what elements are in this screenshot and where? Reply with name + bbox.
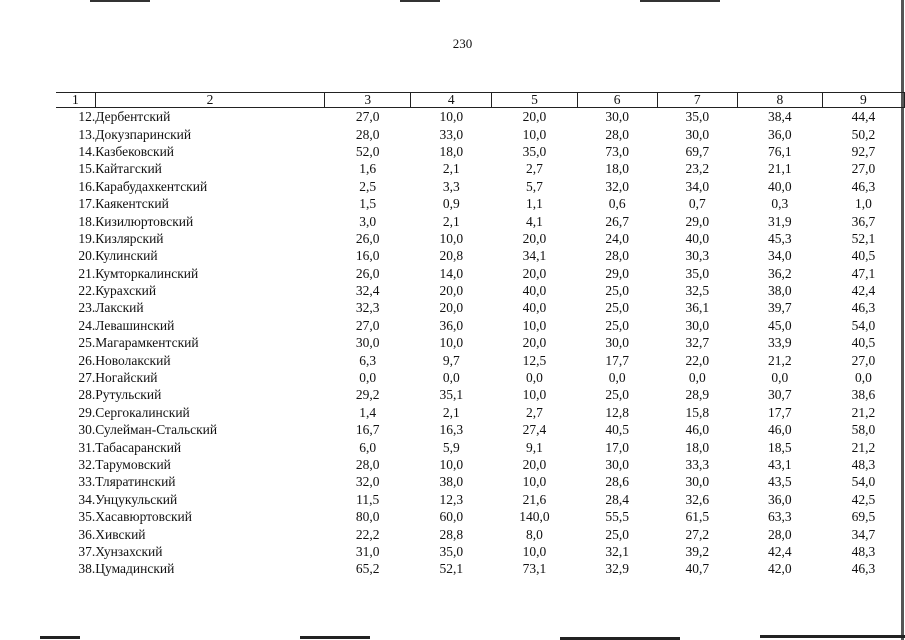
value-cell: 46,0 — [768, 422, 792, 438]
table-row — [56, 543, 905, 560]
value-cell: 2,1 — [442, 161, 460, 177]
value-cell: 55,5 — [605, 509, 629, 525]
value-cell: 32,7 — [685, 335, 710, 351]
value-cell: 33,9 — [768, 335, 792, 351]
row-number: 20. — [78, 248, 96, 264]
row-number: 18. — [78, 213, 96, 229]
row-number: 31. — [78, 439, 96, 455]
district-name: Казбековский — [95, 143, 175, 159]
value-cell: 0,0 — [526, 370, 543, 386]
value-cell: 1,6 — [359, 161, 377, 177]
value-cell: 40,0 — [522, 283, 547, 299]
value-cell: 18,5 — [768, 439, 792, 455]
row-number: 35. — [78, 509, 96, 525]
value-cell: 1,5 — [359, 196, 377, 212]
value-cell: 21,2 — [851, 404, 876, 420]
value-cell: 40,5 — [605, 422, 629, 438]
district-name: Курахский — [95, 283, 157, 299]
value-cell: 32,4 — [355, 283, 380, 299]
value-cell: 34,0 — [768, 248, 792, 264]
column-header: 5 — [492, 93, 577, 108]
value-cell: 35,1 — [439, 387, 464, 403]
table-row — [56, 421, 905, 438]
value-cell: 24,0 — [605, 230, 629, 246]
value-cell: 18,0 — [605, 161, 629, 177]
column-header: 7 — [657, 93, 737, 108]
value-cell: 40,0 — [522, 300, 547, 316]
district-name: Рутульский — [95, 387, 162, 403]
district-name: Кизилюртовский — [95, 213, 194, 229]
table-row — [56, 230, 905, 247]
row-number: 13. — [78, 126, 96, 142]
value-cell: 0,0 — [359, 370, 377, 386]
value-cell: 31,0 — [355, 543, 380, 559]
district-name: Тляратинский — [95, 474, 176, 490]
value-cell: 36,7 — [851, 213, 876, 229]
value-cell: 29,2 — [355, 387, 380, 403]
value-cell: 20,0 — [439, 283, 464, 299]
value-cell: 60,0 — [439, 509, 464, 525]
value-cell: 10,0 — [522, 126, 547, 142]
value-cell: 28,0 — [768, 526, 792, 542]
value-cell: 2,7 — [526, 404, 543, 420]
value-cell: 32,9 — [605, 561, 629, 577]
value-cell: 12,3 — [439, 491, 464, 507]
value-cell: 10,0 — [439, 335, 464, 351]
row-number: 33. — [78, 474, 96, 490]
value-cell: 27,2 — [685, 526, 710, 542]
value-cell: 20,8 — [439, 248, 464, 264]
value-cell: 80,0 — [355, 509, 380, 525]
value-cell: 140,0 — [519, 509, 550, 525]
value-cell: 33,0 — [439, 126, 464, 142]
table-row — [56, 317, 905, 334]
row-number: 17. — [78, 196, 96, 212]
row-number: 29. — [78, 404, 96, 420]
value-cell: 36,2 — [768, 265, 792, 281]
district-name: Кумторкалинский — [95, 265, 199, 281]
value-cell: 9,7 — [442, 352, 460, 368]
value-cell: 65,2 — [355, 561, 380, 577]
district-name: Новолакский — [95, 352, 171, 368]
row-number: 23. — [78, 300, 96, 316]
table-row — [56, 386, 905, 403]
value-cell: 21,1 — [768, 161, 792, 177]
value-cell: 23,2 — [685, 161, 710, 177]
value-cell: 30,0 — [605, 457, 629, 472]
value-cell: 63,3 — [768, 509, 792, 525]
table-row — [56, 299, 905, 316]
district-name: Левашинский — [95, 317, 175, 333]
table-row — [56, 473, 905, 490]
value-cell: 27,0 — [851, 161, 876, 177]
district-name: Хивский — [95, 526, 146, 542]
value-cell: 76,1 — [768, 143, 792, 159]
value-cell: 44,4 — [851, 109, 876, 125]
value-cell: 21,2 — [851, 439, 876, 455]
district-name: Кулинский — [95, 248, 158, 264]
value-cell: 36,0 — [768, 126, 792, 142]
value-cell: 16,7 — [355, 422, 380, 438]
value-cell: 39,2 — [685, 543, 710, 559]
column-header: 9 — [822, 93, 904, 108]
value-cell: 73,0 — [605, 143, 629, 159]
value-cell: 2,1 — [442, 213, 460, 229]
value-cell: 36,0 — [768, 491, 792, 507]
value-cell: 3,3 — [442, 178, 460, 194]
value-cell: 40,5 — [851, 335, 876, 351]
scan-edge-top — [0, 0, 905, 6]
value-cell: 14,0 — [439, 265, 464, 281]
value-cell: 20,0 — [522, 230, 547, 246]
value-cell: 10,0 — [522, 387, 547, 403]
value-cell: 28,0 — [605, 248, 629, 264]
value-cell: 12,5 — [522, 352, 547, 368]
value-cell: 52,1 — [439, 561, 464, 577]
table-row — [56, 247, 905, 264]
row-number: 36. — [78, 526, 96, 542]
value-cell: 92,7 — [851, 143, 876, 159]
value-cell: 20,0 — [522, 265, 547, 281]
district-name: Сергокалинский — [95, 404, 190, 420]
row-number: 12. — [78, 109, 96, 125]
value-cell: 32,3 — [355, 300, 380, 316]
value-cell: 36,1 — [685, 300, 710, 316]
value-cell: 21,6 — [522, 491, 547, 507]
value-cell: 0,9 — [442, 196, 460, 212]
row-number: 25. — [78, 335, 96, 351]
value-cell: 5,9 — [442, 439, 460, 455]
value-cell: 10,0 — [522, 543, 547, 559]
table-row — [56, 108, 905, 126]
value-cell: 0,0 — [854, 370, 872, 386]
row-number: 34. — [78, 491, 96, 507]
value-cell: 26,7 — [605, 213, 629, 229]
page-number: 230 — [452, 36, 473, 51]
value-cell: 5,7 — [526, 178, 543, 194]
row-number: 21. — [78, 265, 96, 281]
value-cell: 28,4 — [605, 491, 629, 507]
value-cell: 32,6 — [685, 491, 710, 507]
statistics-table — [56, 92, 905, 578]
district-name: Карабудахкентский — [95, 178, 208, 194]
value-cell: 20,0 — [439, 300, 464, 316]
table-row — [56, 195, 905, 212]
value-cell: 17,7 — [768, 404, 792, 420]
value-cell: 20,0 — [522, 457, 547, 472]
district-name: Табасаранский — [95, 439, 182, 455]
row-number: 15. — [78, 161, 96, 177]
district-name: Кизлярский — [95, 230, 164, 246]
value-cell: 42,4 — [768, 543, 792, 559]
value-cell: 9,1 — [526, 439, 543, 455]
table-row — [56, 212, 905, 229]
value-cell: 0,0 — [771, 370, 789, 386]
value-cell: 50,2 — [851, 126, 876, 142]
value-cell: 30,0 — [685, 474, 710, 490]
value-cell: 34,1 — [522, 248, 547, 264]
district-name: Докузпаринский — [95, 126, 192, 142]
value-cell: 21,2 — [768, 352, 792, 368]
table-row — [56, 560, 905, 577]
district-name: Каякентский — [95, 196, 169, 212]
value-cell: 25,0 — [605, 317, 629, 333]
value-cell: 18,0 — [685, 439, 710, 455]
value-cell: 52,1 — [851, 230, 876, 246]
value-cell: 42,4 — [851, 283, 876, 299]
table-row — [56, 456, 905, 473]
district-name: Унцукульский — [95, 491, 178, 507]
value-cell: 35,0 — [685, 109, 710, 125]
row-number: 28. — [78, 387, 96, 403]
value-cell: 10,0 — [439, 230, 464, 246]
value-cell: 0,7 — [688, 196, 706, 212]
value-cell: 28,9 — [685, 387, 710, 403]
value-cell: 20,0 — [522, 335, 547, 351]
value-cell: 22,0 — [685, 352, 710, 368]
table-row — [56, 282, 905, 299]
value-cell: 10,0 — [439, 109, 464, 125]
row-number: 38. — [78, 561, 96, 577]
value-cell: 45,3 — [768, 230, 792, 246]
table-row — [56, 491, 905, 508]
row-number: 22. — [78, 283, 96, 299]
row-number: 32. — [78, 457, 96, 472]
value-cell: 10,0 — [439, 457, 464, 472]
value-cell: 11,5 — [356, 491, 380, 507]
value-cell: 22,2 — [355, 526, 380, 542]
table-row — [56, 351, 905, 368]
value-cell: 47,1 — [851, 265, 876, 281]
value-cell: 46,0 — [685, 422, 710, 438]
district-name: Магарамкентский — [95, 335, 199, 351]
table-header-row — [56, 93, 905, 108]
value-cell: 1,1 — [526, 196, 543, 212]
district-name: Сулейман-Стальский — [95, 422, 218, 438]
value-cell: 40,0 — [768, 178, 792, 194]
value-cell: 35,0 — [685, 265, 710, 281]
table-row — [56, 125, 905, 142]
value-cell: 15,8 — [685, 404, 710, 420]
value-cell: 61,5 — [685, 509, 710, 525]
value-cell: 3,0 — [359, 213, 377, 229]
value-cell: 33,3 — [685, 457, 710, 472]
value-cell: 1,4 — [359, 404, 377, 420]
value-cell: 32,5 — [685, 283, 710, 299]
value-cell: 0,0 — [688, 370, 706, 386]
district-name: Ногайский — [95, 370, 158, 386]
value-cell: 0,0 — [442, 370, 460, 386]
district-name: Лакский — [95, 300, 144, 316]
value-cell: 30,7 — [768, 387, 792, 403]
value-cell: 40,5 — [851, 248, 876, 264]
value-cell: 8,0 — [526, 526, 543, 542]
value-cell: 17,0 — [605, 439, 629, 455]
value-cell: 48,3 — [851, 543, 876, 559]
table-row — [56, 265, 905, 282]
value-cell: 35,0 — [522, 143, 547, 159]
value-cell: 30,0 — [355, 335, 380, 351]
district-name: Цумадинский — [95, 561, 175, 577]
value-cell: 27,0 — [851, 352, 876, 368]
value-cell: 0,0 — [608, 370, 626, 386]
value-cell: 30,3 — [685, 248, 710, 264]
value-cell: 27,4 — [522, 422, 547, 438]
row-number: 37. — [78, 543, 96, 559]
value-cell: 52,0 — [355, 143, 380, 159]
value-cell: 27,0 — [355, 109, 380, 125]
value-cell: 2,5 — [359, 178, 377, 194]
value-cell: 6,3 — [359, 352, 377, 368]
district-name: Хунзахский — [95, 543, 163, 559]
value-cell: 0,6 — [608, 196, 626, 212]
value-cell: 39,7 — [768, 300, 792, 316]
value-cell: 38,0 — [439, 474, 464, 490]
row-number: 16. — [78, 178, 96, 194]
value-cell: 2,1 — [442, 404, 460, 420]
column-header: 2 — [95, 93, 324, 108]
value-cell: 34,0 — [685, 178, 710, 194]
value-cell: 46,3 — [851, 178, 876, 194]
value-cell: 27,0 — [355, 317, 380, 333]
table-row — [56, 178, 905, 195]
column-header: 3 — [325, 93, 411, 108]
value-cell: 36,0 — [439, 317, 464, 333]
district-name: Хасавюртовский — [95, 509, 192, 525]
value-cell: 2,7 — [526, 161, 543, 177]
column-header: 8 — [737, 93, 822, 108]
value-cell: 26,0 — [355, 265, 380, 281]
table-body — [56, 108, 905, 578]
value-cell: 34,7 — [851, 526, 876, 542]
value-cell: 46,3 — [851, 561, 876, 577]
value-cell: 17,7 — [605, 352, 629, 368]
value-cell: 28,0 — [355, 126, 380, 142]
value-cell: 25,0 — [605, 526, 629, 542]
row-number: 24. — [78, 317, 96, 333]
value-cell: 38,0 — [768, 283, 792, 299]
table-row — [56, 334, 905, 351]
value-cell: 29,0 — [685, 213, 710, 229]
value-cell: 16,0 — [355, 248, 380, 264]
column-header: 6 — [577, 93, 657, 108]
value-cell: 54,0 — [851, 317, 876, 333]
table-row — [56, 525, 905, 542]
value-cell: 28,0 — [355, 457, 380, 472]
value-cell: 43,5 — [768, 474, 792, 490]
value-cell: 18,0 — [439, 143, 464, 159]
value-cell: 42,5 — [851, 491, 876, 507]
value-cell: 38,6 — [851, 387, 876, 403]
value-cell: 58,0 — [851, 422, 876, 438]
row-number: 19. — [78, 230, 96, 246]
row-number: 30. — [78, 422, 96, 438]
district-name: Тарумовский — [95, 457, 171, 472]
value-cell: 0,3 — [771, 196, 789, 212]
value-cell: 32,1 — [605, 543, 629, 559]
value-cell: 31,9 — [768, 213, 792, 229]
value-cell: 6,0 — [359, 439, 377, 455]
scan-edge-bottom — [0, 632, 905, 640]
value-cell: 35,0 — [439, 543, 464, 559]
value-cell: 32,0 — [605, 178, 629, 194]
value-cell: 42,0 — [768, 561, 792, 577]
value-cell: 38,4 — [768, 109, 792, 125]
value-cell: 46,3 — [851, 300, 876, 316]
value-cell: 26,0 — [355, 230, 380, 246]
row-number: 27. — [78, 370, 96, 386]
table-row — [56, 160, 905, 177]
value-cell: 69,7 — [685, 143, 710, 159]
district-name: Кайтагский — [95, 161, 162, 177]
value-cell: 30,0 — [605, 109, 629, 125]
value-cell: 40,7 — [685, 561, 710, 577]
value-cell: 29,0 — [605, 265, 629, 281]
column-header: 4 — [411, 93, 492, 108]
table-row — [56, 508, 905, 525]
value-cell: 25,0 — [605, 283, 629, 299]
row-number: 26. — [78, 352, 96, 368]
value-cell: 73,1 — [522, 561, 547, 577]
value-cell: 10,0 — [522, 474, 547, 490]
value-cell: 28,8 — [439, 526, 464, 542]
table-row — [56, 438, 905, 455]
value-cell: 1,0 — [854, 196, 872, 212]
value-cell: 45,0 — [768, 317, 792, 333]
value-cell: 16,3 — [439, 422, 464, 438]
row-number: 14. — [78, 143, 96, 159]
value-cell: 30,0 — [605, 335, 629, 351]
table-row — [56, 143, 905, 160]
value-cell: 28,6 — [605, 474, 629, 490]
value-cell: 30,0 — [685, 317, 710, 333]
value-cell: 54,0 — [851, 474, 876, 490]
district-name: Дербентский — [95, 109, 171, 125]
value-cell: 20,0 — [522, 109, 547, 125]
value-cell: 10,0 — [522, 317, 547, 333]
value-cell: 28,0 — [605, 126, 629, 142]
value-cell: 69,5 — [851, 509, 876, 525]
value-cell: 25,0 — [605, 300, 629, 316]
value-cell: 25,0 — [605, 387, 629, 403]
value-cell: 48,3 — [851, 457, 876, 472]
value-cell: 43,1 — [768, 457, 792, 472]
value-cell: 32,0 — [355, 474, 380, 490]
value-cell: 30,0 — [685, 126, 710, 142]
value-cell: 12,8 — [605, 404, 629, 420]
value-cell: 4,1 — [526, 213, 543, 229]
value-cell: 40,0 — [685, 230, 710, 246]
column-header: 1 — [56, 93, 95, 108]
table-row — [56, 369, 905, 386]
table-row — [56, 404, 905, 421]
